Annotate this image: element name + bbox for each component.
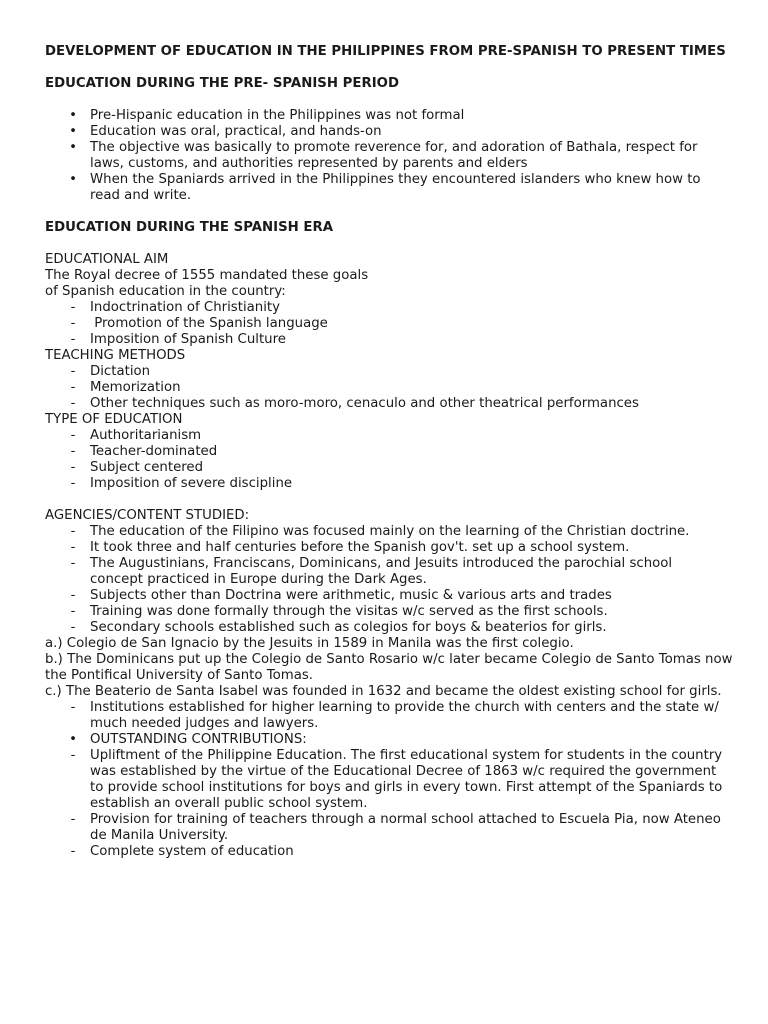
list-item: - Memorization (45, 380, 728, 396)
spanish-era-heading: EDUCATION DURING THE SPANISH ERA (45, 220, 334, 235)
bullet-marker: • (69, 124, 77, 139)
dash-marker: - (70, 396, 76, 411)
list-item: - Promotion of the Spanish language (45, 316, 728, 332)
dash-marker: - (70, 316, 76, 331)
dash-marker: - (70, 476, 76, 491)
list-item: - Imposition of severe discipline (45, 476, 728, 492)
list-item: - Indoctrination of Christianity (45, 300, 728, 316)
dash-marker: - (70, 620, 76, 635)
list-item: - The education of the Filipino was focused mainly on the learning of the Christian doctrine. (45, 524, 728, 540)
dash-marker: - (70, 444, 76, 459)
school-entry: a.) Colegio de San Ignacio by the Jesuits in 1589 in Manila was the first colegio. (45, 636, 574, 651)
list-item: - Secondary schools established such as colegios for boys & beaterios for girls. (45, 620, 728, 636)
list-item: - It took three and half centuries before the Spanish gov't. set up a school system. (45, 540, 728, 556)
dash-marker: - (70, 604, 76, 619)
methods-list (45, 364, 728, 412)
dash-marker: - (70, 300, 76, 315)
school-entry: b.) The Dominicans put up the Colegio de Santo Rosario w/c later became Colegio de Santo Tomas now the Pontifical University of Santo Tomas. (45, 652, 733, 683)
list-item: - Subjects other than Doctrina were arithmetic, music & various arts and trades (45, 588, 728, 604)
dash-marker: - (70, 540, 76, 555)
pre-spanish-heading: EDUCATION DURING THE PRE- SPANISH PERIOD (45, 76, 399, 91)
dash-marker: - (70, 524, 76, 539)
agencies-list (45, 524, 728, 636)
list-item: • When the Spaniards arrived in the Philippines they encountered islanders who knew how to read and write. (45, 172, 728, 204)
pre-spanish-list (45, 108, 728, 204)
dash-marker: - (70, 812, 76, 827)
list-item: - Authoritarianism (45, 428, 728, 444)
list-item: - Subject centered (45, 460, 728, 476)
dash-marker: - (70, 460, 76, 475)
document-title: DEVELOPMENT OF EDUCATION IN THE PHILIPPINES FROM PRE-SPANISH TO PRESENT TIMES (45, 44, 726, 59)
dash-marker: - (70, 332, 76, 347)
dash-marker: - (70, 700, 76, 715)
educational-aim-label: EDUCATIONAL AIM (45, 252, 169, 267)
list-item: - Dictation (45, 364, 728, 380)
types-list (45, 428, 728, 492)
bullet-marker: • (69, 108, 77, 123)
teaching-methods-label: TEACHING METHODS (45, 348, 186, 363)
list-item (45, 732, 728, 748)
dash-marker: - (70, 748, 76, 763)
list-item: - Teacher-dominated (45, 444, 728, 460)
list-item: - Provision for training of teachers through a normal school attached to Escuela Pia, now Ateneo de Manila University. (45, 812, 728, 844)
contributions-label: OUTSTANDING CONTRIBUTIONS: (90, 732, 307, 747)
bullet-marker: • (69, 732, 77, 747)
dash-marker: - (70, 428, 76, 443)
list-item: • Pre-Hispanic education in the Philippines was not formal (45, 108, 728, 124)
aim-intro-line: The Royal decree of 1555 mandated these goals (45, 268, 369, 283)
list-item: - The Augustinians, Franciscans, Dominicans, and Jesuits introduced the parochial school concept practiced in Europe during the Dark Ages. (45, 556, 728, 588)
list-item: • The objective was basically to promote reverence for, and adoration of Bathala, respect for laws, customs, and authorities represented by parents and elders (45, 140, 728, 172)
list-item: • Education was oral, practical, and hands-on (45, 124, 728, 140)
type-of-education-label: TYPE OF EDUCATION (45, 412, 183, 427)
list-item: - Upliftment of the Philippine Education. The first educational system for students in the country was established by the virtue of the Educational Decree of 1863 w/c required the government to provide school institutions for boys and girls in every town. First attempt of the Spaniards to establish an overall public school system. (45, 748, 728, 812)
list-item: - Complete system of education (45, 844, 728, 860)
aims-list (45, 300, 728, 348)
list-item: - Other techniques such as moro-moro, cenaculo and other theatrical performances (45, 396, 728, 412)
bullet-marker: • (69, 172, 77, 187)
aim-intro-line: of Spanish education in the country: (45, 284, 286, 299)
dash-marker: - (70, 844, 76, 859)
bullet-marker: • (69, 140, 77, 155)
dash-marker: - (70, 380, 76, 395)
contributions-list (45, 700, 728, 860)
dash-marker: - (70, 556, 76, 571)
school-entry: c.) The Beaterio de Santa Isabel was founded in 1632 and became the oldest existing school for girls. (45, 684, 722, 699)
dash-marker: - (70, 364, 76, 379)
dash-marker: - (70, 588, 76, 603)
agencies-label: AGENCIES/CONTENT STUDIED: (45, 508, 250, 523)
list-item: - Institutions established for higher learning to provide the church with centers and the state w/ much needed judges and lawyers. (45, 700, 728, 732)
list-item: - Training was done formally through the visitas w/c served as the first schools. (45, 604, 728, 620)
list-item: - Imposition of Spanish Culture (45, 332, 728, 348)
